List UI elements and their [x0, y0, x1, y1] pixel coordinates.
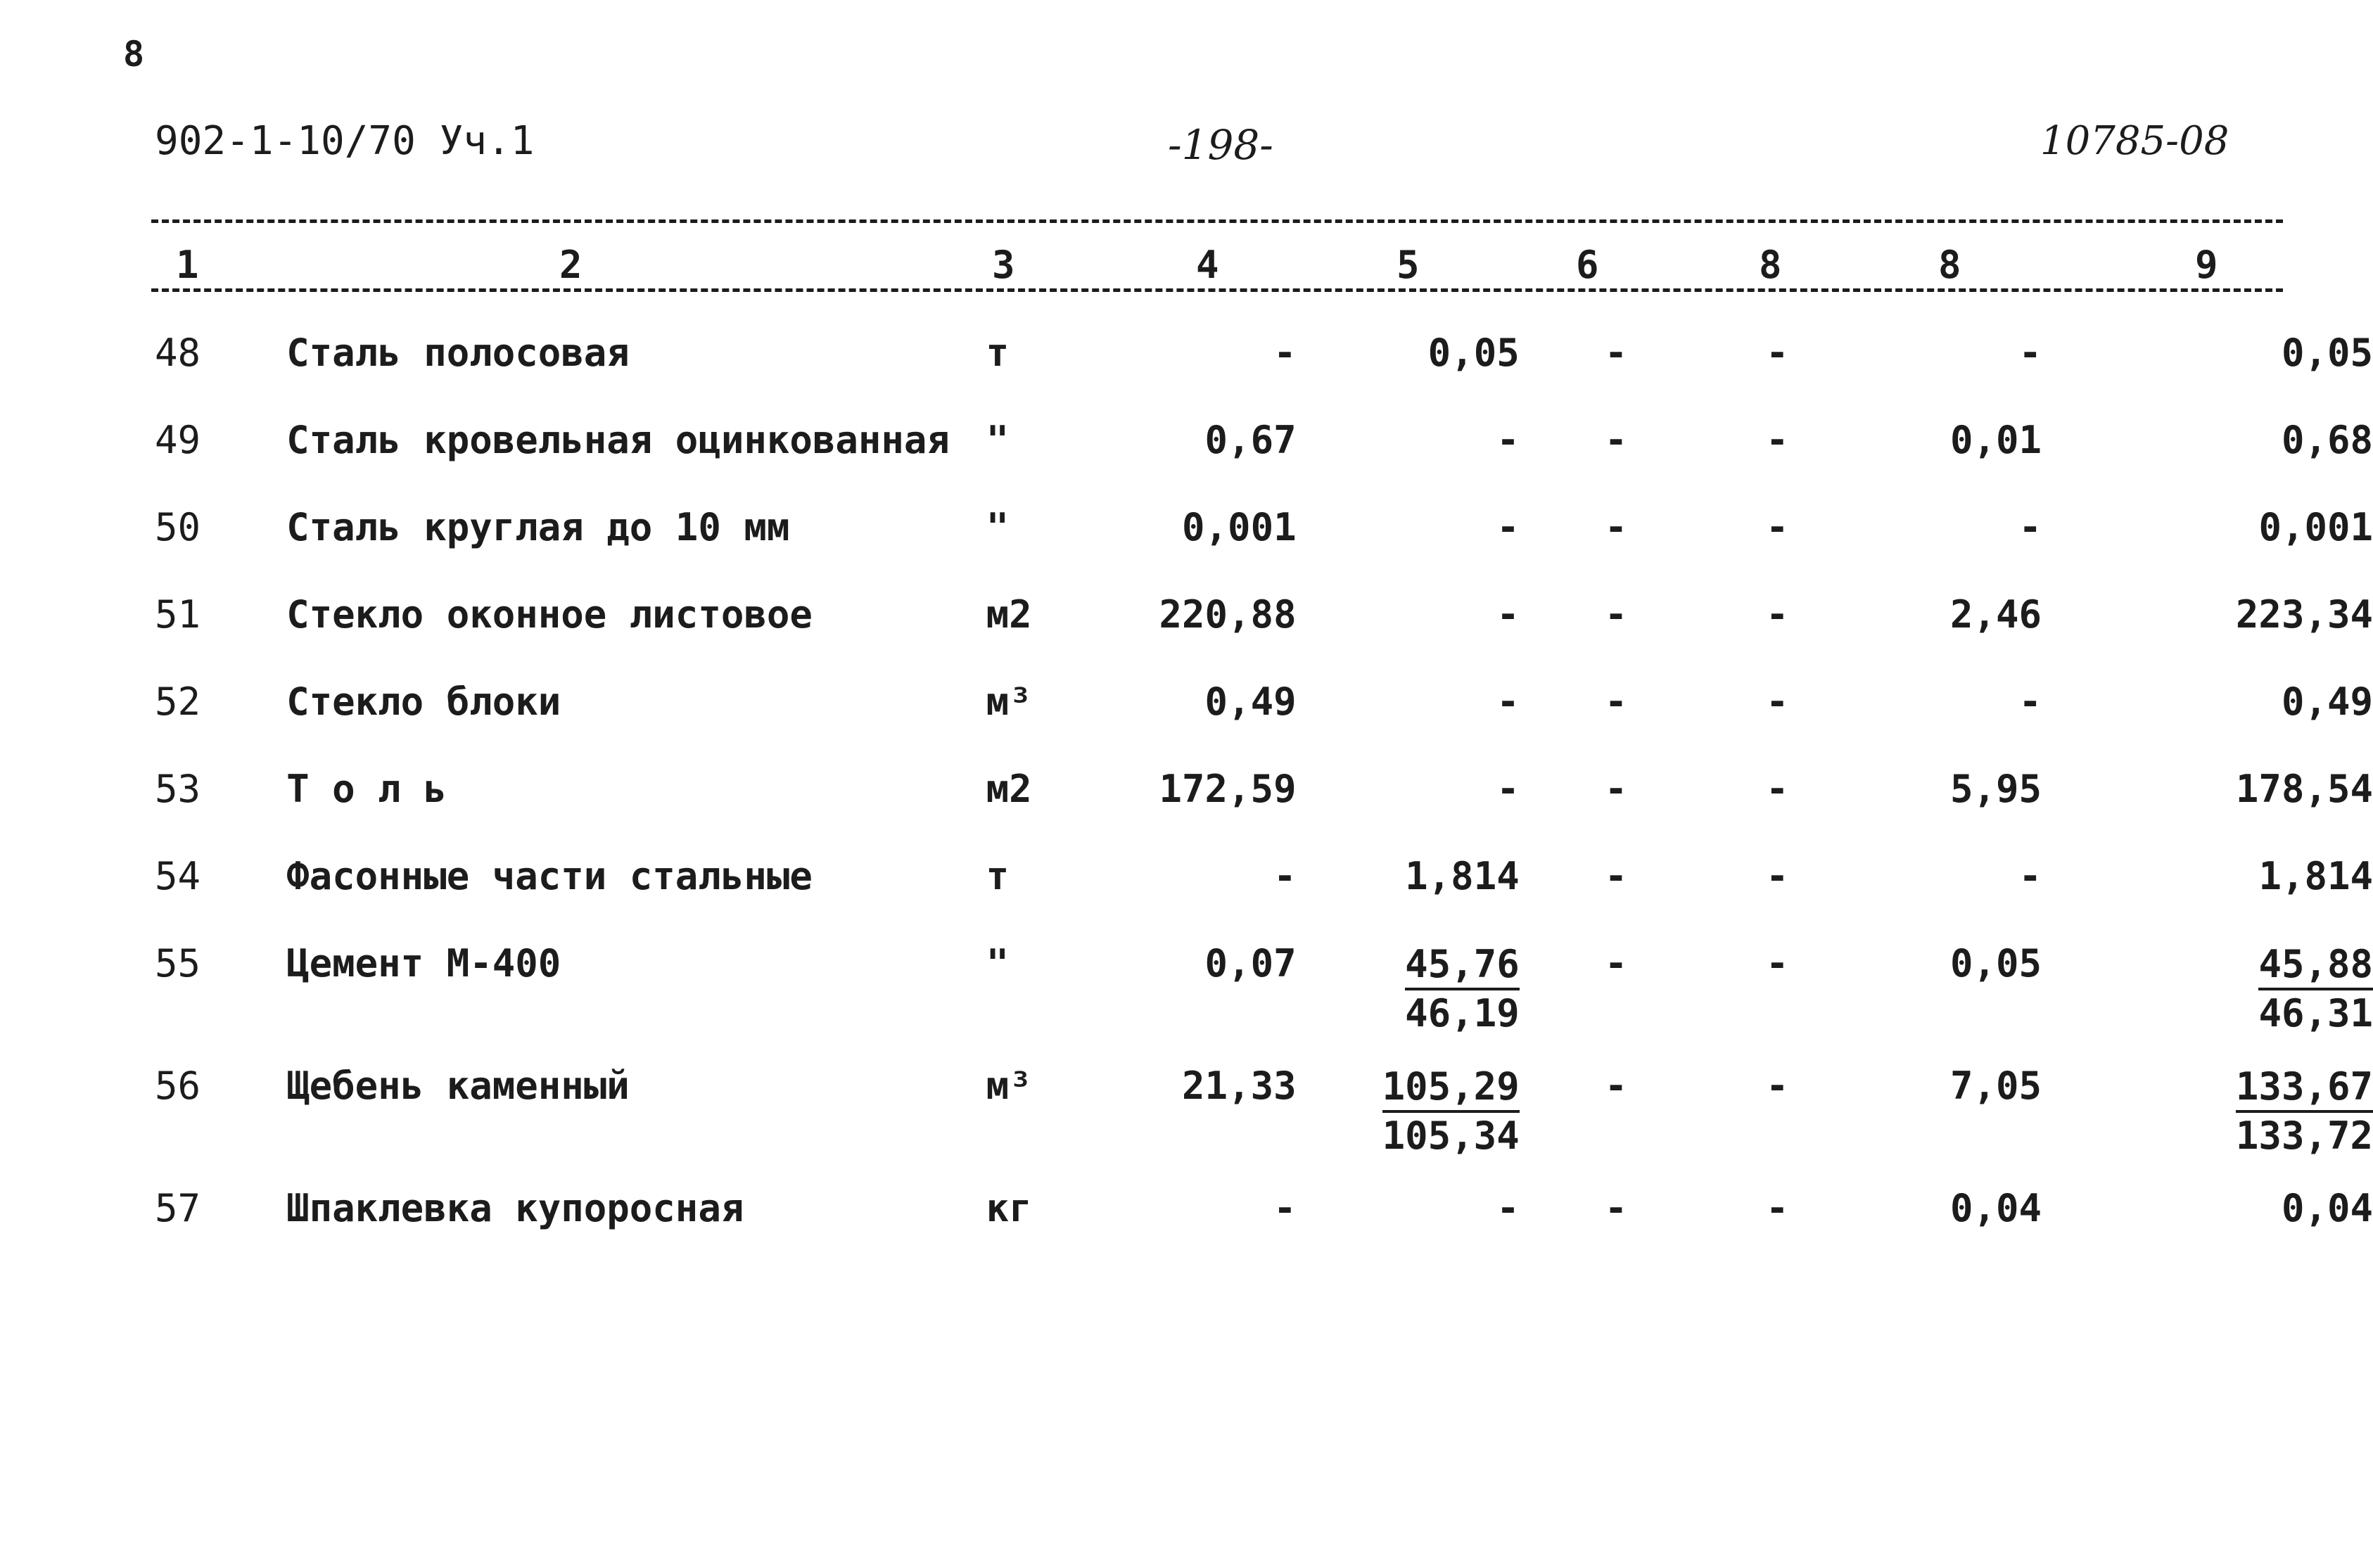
cell-col8: -	[2018, 854, 2042, 898]
row-number: 51	[155, 592, 201, 637]
material-name: Шпаклевка купоросная	[286, 1186, 744, 1230]
cell-col7: -	[1765, 505, 1789, 549]
fraction-numerator: 45,88	[2258, 941, 2373, 990]
cell-col8: 0,01	[1949, 418, 2042, 462]
cell-col4: 0,67	[1204, 418, 1297, 462]
unit: м2	[986, 767, 1032, 811]
table-row	[141, 941, 2373, 1064]
cell-col4: -	[1273, 854, 1297, 898]
table-row	[141, 680, 2373, 767]
cell-col6: -	[1604, 941, 1628, 986]
cell-col5: 1,814	[1405, 854, 1520, 898]
material-name: Сталь круглая до 10 мм	[286, 505, 790, 549]
cell-col5: -	[1496, 1186, 1520, 1230]
material-name: Цемент М-400	[286, 941, 561, 986]
cell-col6: -	[1604, 854, 1628, 898]
header-rule-bottom	[151, 288, 2283, 292]
cell-col8: -	[2018, 331, 2042, 375]
cell-col9	[2042, 941, 2373, 1064]
cell-col6: -	[1604, 767, 1628, 811]
column-header-3: 3	[992, 243, 1015, 287]
cell-col6: -	[1604, 505, 1628, 549]
cell-col9	[2042, 1064, 2373, 1186]
cell-col9: 1,814	[2258, 854, 2373, 898]
cell-col7: -	[1765, 854, 1789, 898]
row-number: 55	[155, 941, 201, 986]
column-header-7: 8	[1759, 243, 1782, 287]
cell-col7: -	[1765, 767, 1789, 811]
cell-col4: -	[1273, 1186, 1297, 1230]
cell-col7: -	[1765, 941, 1789, 986]
unit: "	[986, 941, 1010, 986]
row-number: 52	[155, 680, 201, 724]
cell-col6: -	[1604, 680, 1628, 724]
cell-col8: 2,46	[1949, 592, 2042, 637]
unit: "	[986, 418, 1010, 462]
cell-col7: -	[1765, 418, 1789, 462]
fraction-numerator: 45,76	[1405, 941, 1520, 990]
cell-col5: -	[1496, 418, 1520, 462]
fraction-value	[2236, 1064, 2373, 1159]
material-name: Сталь полосовая	[286, 331, 630, 375]
cell-col5	[1297, 941, 1520, 1064]
material-name: Щебень каменный	[286, 1064, 630, 1108]
cell-col7: -	[1765, 331, 1789, 375]
unit: т	[986, 854, 1010, 898]
cell-col4: 0,49	[1204, 680, 1297, 724]
material-name: Фасонные части стальные	[286, 854, 813, 898]
unit: "	[986, 505, 1010, 549]
cell-col8: -	[2018, 505, 2042, 549]
column-header-9: 9	[2195, 243, 2218, 287]
cell-col4: -	[1273, 331, 1297, 375]
unit: м³	[986, 1064, 1032, 1108]
table-row	[141, 505, 2373, 592]
cell-col6: -	[1604, 1186, 1628, 1230]
cell-col5: -	[1496, 767, 1520, 811]
cell-col4: 0,07	[1204, 941, 1297, 986]
column-header-5: 5	[1397, 243, 1420, 287]
cell-col5: -	[1496, 592, 1520, 637]
cell-col5: -	[1496, 680, 1520, 724]
cell-col9: 0,68	[2281, 418, 2373, 462]
row-number: 56	[155, 1064, 201, 1108]
row-number: 57	[155, 1186, 201, 1230]
cell-col8: 0,04	[1949, 1186, 2042, 1230]
cell-col6: -	[1604, 331, 1628, 375]
unit: т	[986, 331, 1010, 375]
fraction-value	[2258, 941, 2373, 1037]
column-header-1: 1	[176, 243, 199, 287]
fraction-numerator: 105,29	[1382, 1064, 1520, 1113]
unit: кг	[986, 1186, 1032, 1230]
cell-col9: 0,04	[2281, 1186, 2373, 1230]
fraction-denominator: 46,31	[2258, 991, 2373, 1035]
table-row	[141, 767, 2373, 854]
fraction-numerator: 133,67	[2236, 1064, 2373, 1113]
archive-number: 10785-08	[2040, 118, 2229, 164]
table-row	[141, 331, 2373, 418]
fraction-denominator: 133,72	[2235, 1114, 2373, 1158]
table-row	[141, 1064, 2373, 1186]
materials-table	[141, 331, 2373, 1273]
row-number: 48	[155, 331, 201, 375]
cell-col4: 172,59	[1159, 767, 1297, 811]
cell-col7: -	[1765, 1064, 1789, 1108]
cell-col8: 0,05	[1949, 941, 2042, 986]
fraction-denominator: 46,19	[1405, 991, 1520, 1035]
cell-col7: -	[1765, 592, 1789, 637]
cell-col7: -	[1765, 1186, 1789, 1230]
cell-col9: 223,34	[2235, 592, 2373, 637]
table-row	[141, 1186, 2373, 1273]
document-code: 902-1-10/70 Уч.1	[155, 118, 535, 164]
material-name: Стекло блоки	[286, 680, 561, 724]
fraction-value	[1382, 1064, 1520, 1159]
fraction-denominator: 105,34	[1382, 1114, 1520, 1158]
cell-col7: -	[1765, 680, 1789, 724]
cell-col5	[1297, 1064, 1520, 1186]
column-header-6: 6	[1576, 243, 1599, 287]
column-header-4: 4	[1196, 243, 1219, 287]
column-header-8: 8	[1938, 243, 1961, 287]
table-row	[141, 592, 2373, 680]
cell-col6: -	[1604, 1064, 1628, 1108]
cell-col4: 21,33	[1182, 1064, 1297, 1108]
header-rule-top	[151, 219, 2283, 223]
material-name: Сталь кровельная оцинкованная	[286, 418, 950, 462]
page-number: -198-	[1168, 121, 1273, 169]
cell-col9: 0,05	[2281, 331, 2373, 375]
cell-col8: -	[2018, 680, 2042, 724]
unit: м³	[986, 680, 1032, 724]
unit: м2	[986, 592, 1032, 637]
cell-col5: 0,05	[1427, 331, 1520, 375]
row-number: 54	[155, 854, 201, 898]
material-name: Т о л ь	[286, 767, 447, 811]
cell-col9: 0,49	[2281, 680, 2373, 724]
cell-col8: 7,05	[1949, 1064, 2042, 1108]
fraction-value	[1405, 941, 1520, 1037]
material-name: Стекло оконное листовое	[286, 592, 813, 637]
row-number: 49	[155, 418, 201, 462]
row-number: 50	[155, 505, 201, 549]
cell-col4: 0,001	[1182, 505, 1297, 549]
row-number: 53	[155, 767, 201, 811]
cell-col9: 178,54	[2235, 767, 2373, 811]
corner-mark: 8	[123, 34, 145, 75]
cell-col4: 220,88	[1159, 592, 1297, 637]
table-row	[141, 854, 2373, 941]
cell-col9: 0,001	[2258, 505, 2373, 549]
cell-col6: -	[1604, 418, 1628, 462]
cell-col5: -	[1496, 505, 1520, 549]
cell-col8: 5,95	[1949, 767, 2042, 811]
cell-col6: -	[1604, 592, 1628, 637]
column-header-2: 2	[559, 243, 583, 287]
table-row	[141, 418, 2373, 505]
